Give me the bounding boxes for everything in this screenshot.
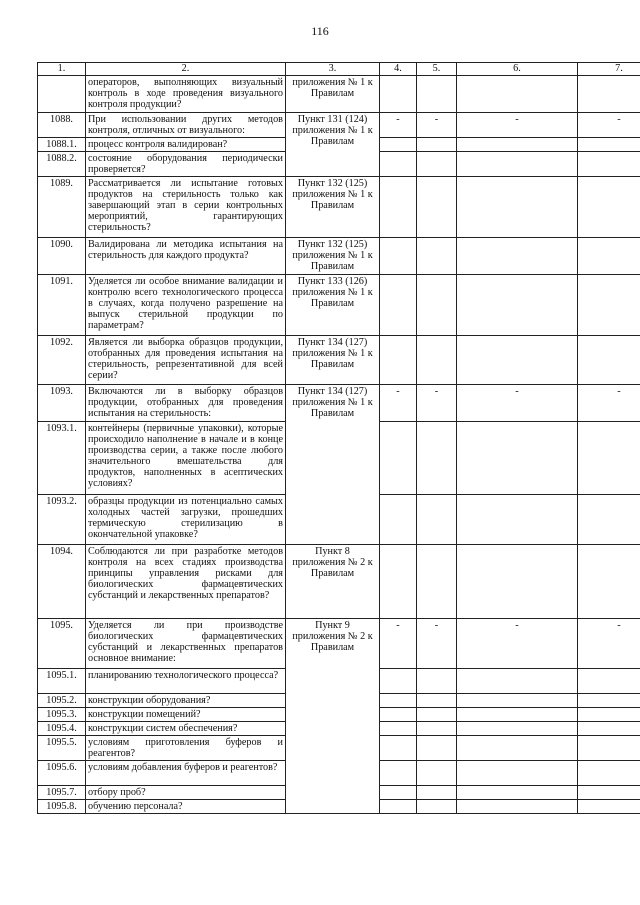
row-reference: Пункт 132 (125) приложения № 1 к Правилам [286, 177, 380, 238]
dash-cell: - [457, 619, 578, 669]
answer-cell [578, 669, 640, 694]
row-number: 1093.1. [38, 422, 86, 495]
answer-cell [417, 138, 457, 152]
answer-cell [417, 238, 457, 275]
row-question: условиям приготовления буферов и реагентов? [86, 736, 286, 761]
table-row [38, 336, 640, 385]
table-row [38, 113, 640, 138]
answer-cell [380, 708, 417, 722]
answer-cell [457, 722, 578, 736]
row-reference: Пункт 8 приложения № 2 к Правилам [286, 545, 380, 619]
answer-cell [578, 694, 640, 708]
answer-cell [578, 238, 640, 275]
table-row [38, 76, 640, 113]
header-col-7: 7. [578, 63, 640, 76]
answer-cell [380, 275, 417, 336]
answer-cell [457, 422, 578, 495]
answer-cell [417, 275, 457, 336]
table-row [38, 238, 640, 275]
answer-cell [417, 800, 457, 814]
answer-cell [457, 545, 578, 619]
table-row [38, 545, 640, 619]
answer-cell [417, 336, 457, 385]
row-number: 1095. [38, 619, 86, 669]
answer-cell [578, 708, 640, 722]
row-number: 1095.7. [38, 786, 86, 800]
dash-cell: - [380, 113, 417, 138]
row-question: конструкции помещений? [86, 708, 286, 722]
answer-cell [417, 152, 457, 177]
row-number: 1095.6. [38, 761, 86, 786]
row-reference: Пункт 131 (124) приложения № 1 к Правилам [286, 113, 380, 177]
answer-cell [417, 736, 457, 761]
answer-cell [380, 722, 417, 736]
dash-cell: - [417, 113, 457, 138]
row-number [38, 76, 86, 113]
answer-cell [380, 152, 417, 177]
answer-cell [417, 422, 457, 495]
answer-cell [578, 138, 640, 152]
row-question: образцы продукции из потенциально самых холодных частей загрузки, прошедших термическую стерилизацию в окончательной упаковке? [86, 495, 286, 545]
dash-cell: - [417, 385, 457, 422]
answer-cell [457, 177, 578, 238]
row-reference: приложения № 1 к Правилам [286, 76, 380, 113]
row-question: условиям добавления буферов и реагентов? [86, 761, 286, 786]
answer-cell [457, 708, 578, 722]
answer-cell [380, 177, 417, 238]
row-question: Является ли выборка образцов продукции, отобранных для проведения испытания на стерильность, репрезентативной для всей серии? [86, 336, 286, 385]
dash-cell: - [578, 385, 640, 422]
row-number: 1088.2. [38, 152, 86, 177]
row-number: 1091. [38, 275, 86, 336]
answer-cell [417, 177, 457, 238]
answer-cell [457, 336, 578, 385]
row-number: 1095.8. [38, 800, 86, 814]
answer-cell [380, 238, 417, 275]
answer-cell [578, 152, 640, 177]
answer-cell [380, 336, 417, 385]
answer-cell [380, 76, 417, 113]
header-col-4: 4. [380, 63, 417, 76]
answer-cell [578, 422, 640, 495]
answer-cell [578, 722, 640, 736]
answer-cell [380, 669, 417, 694]
answer-cell [457, 786, 578, 800]
answer-cell [417, 545, 457, 619]
row-question: Уделяется ли особое внимание валидации и контролю всего технологического процесса в случаях, когда получено разрешение на выпуск стерильной продукции по параметрам? [86, 275, 286, 336]
dash-cell: - [457, 113, 578, 138]
answer-cell [380, 545, 417, 619]
row-question: состояние оборудования периодически проверяется? [86, 152, 286, 177]
row-number: 1088.1. [38, 138, 86, 152]
dash-cell: - [578, 619, 640, 669]
answer-cell [380, 786, 417, 800]
answer-cell [457, 495, 578, 545]
row-number: 1089. [38, 177, 86, 238]
dash-cell: - [380, 385, 417, 422]
answer-cell [457, 694, 578, 708]
answer-cell [457, 669, 578, 694]
header-col-6: 6. [457, 63, 578, 76]
row-question: Валидирована ли методика испытания на стерильность для каждого продукта? [86, 238, 286, 275]
answer-cell [578, 800, 640, 814]
answer-cell [380, 800, 417, 814]
answer-cell [417, 708, 457, 722]
row-question: Соблюдаются ли при разработке методов контроля на всех стадиях производства принципы управления рисками для биологических фармацевтических субстанций и лекарственных препаратов? [86, 545, 286, 619]
row-reference: Пункт 134 (127) приложения № 1 к Правилам [286, 336, 380, 385]
answer-cell [578, 336, 640, 385]
dash-cell: - [417, 619, 457, 669]
row-question: операторов, выполняющих визуальный контроль в ходе проведения визуального контроля продукции? [86, 76, 286, 113]
answer-cell [457, 76, 578, 113]
row-question: контейнеры (первичные упаковки), которые происходило наполнение в начале и в конце производства серии, а также после любого значительного вмешательства для продуктов, наполненных в асептических условиях? [86, 422, 286, 495]
answer-cell [578, 545, 640, 619]
row-question: планированию технологического процесса? [86, 669, 286, 694]
answer-cell [457, 138, 578, 152]
row-number: 1092. [38, 336, 86, 385]
checklist-table [37, 62, 640, 814]
table-row [38, 177, 640, 238]
answer-cell [578, 76, 640, 113]
dash-cell: - [578, 113, 640, 138]
answer-cell [417, 761, 457, 786]
row-number: 1095.5. [38, 736, 86, 761]
row-question: конструкции систем обеспечения? [86, 722, 286, 736]
answer-cell [578, 177, 640, 238]
header-col-5: 5. [417, 63, 457, 76]
answer-cell [417, 495, 457, 545]
row-reference: Пункт 9 приложения № 2 к Правилам [286, 619, 380, 814]
row-question: отбору проб? [86, 786, 286, 800]
answer-cell [578, 736, 640, 761]
row-question: процесс контроля валидирован? [86, 138, 286, 152]
header-col-1: 1. [38, 63, 86, 76]
answer-cell [417, 669, 457, 694]
answer-cell [417, 786, 457, 800]
row-number: 1093. [38, 385, 86, 422]
row-number: 1095.2. [38, 694, 86, 708]
row-question: обучению персонала? [86, 800, 286, 814]
row-number: 1088. [38, 113, 86, 138]
answer-cell [457, 736, 578, 761]
page-number: 116 [311, 24, 329, 38]
answer-cell [457, 152, 578, 177]
dash-cell: - [380, 619, 417, 669]
dash-cell: - [457, 385, 578, 422]
row-question: конструкции оборудования? [86, 694, 286, 708]
row-number: 1095.1. [38, 669, 86, 694]
answer-cell [380, 736, 417, 761]
answer-cell [578, 761, 640, 786]
header-col-2: 2. [86, 63, 286, 76]
row-question: Рассматривается ли испытание готовых продуктов на стерильность только как завершающий этап в серии контрольных мероприятий, гарантирующих стерильность? [86, 177, 286, 238]
header-col-3: 3. [286, 63, 380, 76]
answer-cell [417, 694, 457, 708]
answer-cell [457, 238, 578, 275]
answer-cell [457, 800, 578, 814]
answer-cell [380, 761, 417, 786]
row-reference: Пункт 134 (127) приложения № 1 к Правилам [286, 385, 380, 545]
row-question: Уделяется ли при производстве биологических фармацевтических субстанций и лекарственных препаратов основное внимание: [86, 619, 286, 669]
row-number: 1094. [38, 545, 86, 619]
answer-cell [380, 694, 417, 708]
answer-cell [417, 76, 457, 113]
table-row [38, 275, 640, 336]
row-question: При использовании других методов контроля, отличных от визуального: [86, 113, 286, 138]
answer-cell [578, 786, 640, 800]
table-row [38, 385, 640, 422]
table-header-row [38, 63, 640, 76]
row-question: Включаются ли в выборку образцов продукции, отобранных для проведения испытания на стерильность: [86, 385, 286, 422]
table-row [38, 619, 640, 669]
answer-cell [578, 275, 640, 336]
answer-cell [417, 722, 457, 736]
answer-cell [380, 138, 417, 152]
row-number: 1095.4. [38, 722, 86, 736]
row-reference: Пункт 133 (126) приложения № 1 к Правилам [286, 275, 380, 336]
row-number: 1095.3. [38, 708, 86, 722]
answer-cell [380, 422, 417, 495]
answer-cell [457, 275, 578, 336]
answer-cell [457, 761, 578, 786]
row-reference: Пункт 132 (125) приложения № 1 к Правилам [286, 238, 380, 275]
row-number: 1090. [38, 238, 86, 275]
answer-cell [380, 495, 417, 545]
answer-cell [578, 495, 640, 545]
row-number: 1093.2. [38, 495, 86, 545]
